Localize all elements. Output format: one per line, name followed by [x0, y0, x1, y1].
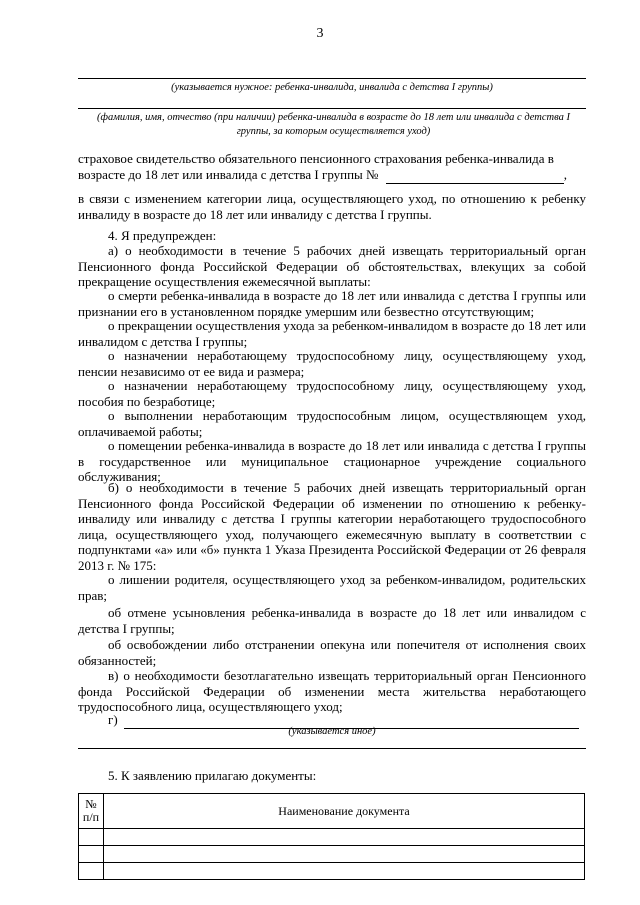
item-g-label: г) — [108, 712, 118, 727]
item-a-3: о назначении неработающему трудоспособному лицу, осуществляющему уход, пенсии независимо от ее вида и размера; — [78, 348, 586, 379]
table-row — [79, 846, 585, 863]
warned-heading: 4. Я предупрежден: — [108, 228, 217, 243]
item-b-2: об отмене усыновления ребенка-инвалида в возрасте до 18 лет или инвалидом с детства I группы; — [78, 605, 586, 636]
documents-table — [78, 793, 585, 880]
item-a-2: о прекращении осуществления ухода за ребенком-инвалидом в возрасте до 18 лет или инвалидом с детства I группы; — [78, 318, 586, 349]
note-category: (указывается нужное: ребенка-инвалида, инвалида с детства I группы) — [171, 82, 493, 93]
item-b-1: о лишении родителя, осуществляющего уход за ребенком-инвалидом, родительских прав; — [78, 572, 586, 603]
item-b-3: об освобождении либо отстранении опекуна или попечителя от исполнения своих обязанностей; — [78, 637, 586, 668]
table-header-row — [79, 794, 585, 829]
table-header-name: Наименование документа — [104, 794, 585, 829]
snils-number-field — [386, 167, 564, 184]
table-row — [79, 863, 585, 880]
note-other: (указывается иное) — [288, 726, 376, 737]
attach-heading: 5. К заявлению прилагаю документы: — [108, 768, 317, 783]
table-row — [79, 829, 585, 846]
item-a-6: о помещении ребенка-инвалида в возрасте до 18 лет или инвалида с детства I группы в государственное или муниципальное стационарное учреждение социального обслуживания; — [78, 438, 586, 484]
item-b: б) о необходимости в течение 5 рабочих дней извещать территориальный орган Пенсионного фонда Российской Федерации об изменении по отношению к ребенку-инвалиду или инвалиду с детства I группы категории неработающего трудоспособного лица, осуществляющего уход, получающего ежемесячную выплату в соответствии с подпунктами «а» или «б» пункта 1 Указа Президента Российской Федерации от 26 февраля 2013 г. № 175: — [78, 480, 586, 573]
snils-end: , — [563, 167, 567, 182]
blank-line-category — [78, 78, 586, 79]
note-fullname: (фамилия, имя, отчество (при наличии) ребенка-инвалида в возрасте до 18 лет или инвалида с детства I группы, за которым осуществляется уход) — [97, 112, 570, 137]
item-a-1: о смерти ребенка-инвалида в возрасте до 18 лет или инвалида с детства I группы или признании его в установленном порядке умершим или безвестно отсутствующим; — [78, 288, 586, 319]
item-a-4: о назначении неработающему трудоспособному лицу, осуществляющему уход, пособия по безработице; — [78, 378, 586, 409]
snils-line-2 — [78, 167, 586, 184]
table-header-number: № п/п — [79, 794, 104, 829]
item-a-5: о выполнении неработающим трудоспособным лицом, осуществляющем уход, оплачиваемой работы; — [78, 408, 586, 439]
snils-line-1: страховое свидетельство обязательного пенсионного страхования ребенка-инвалида в — [78, 151, 554, 166]
blank-line-fullname — [78, 108, 586, 109]
reason-text: в связи с изменением категории лица, осуществляющего уход, по отношению к ребенку инвалиду в возрасте до 18 лет или инвалиду с детства I группы. — [78, 191, 586, 222]
snils-label: возрасте до 18 лет или инвалида с детства I группы № — [78, 167, 379, 182]
page-number: 3 — [316, 26, 324, 41]
item-a: а) о необходимости в течение 5 рабочих дней извещать территориальный орган Пенсионного фонда Российской Федерации об обстоятельствах, влекущих за собой прекращение осуществления ежемесячной выплаты: — [78, 243, 586, 289]
blank-line-other — [78, 748, 586, 749]
item-c: в) о необходимости безотлагательно извещать территориальный орган Пенсионного фонда Российской Федерации об изменении места жительства неработающего трудоспособного лица, осуществляющего уход; — [78, 668, 586, 714]
